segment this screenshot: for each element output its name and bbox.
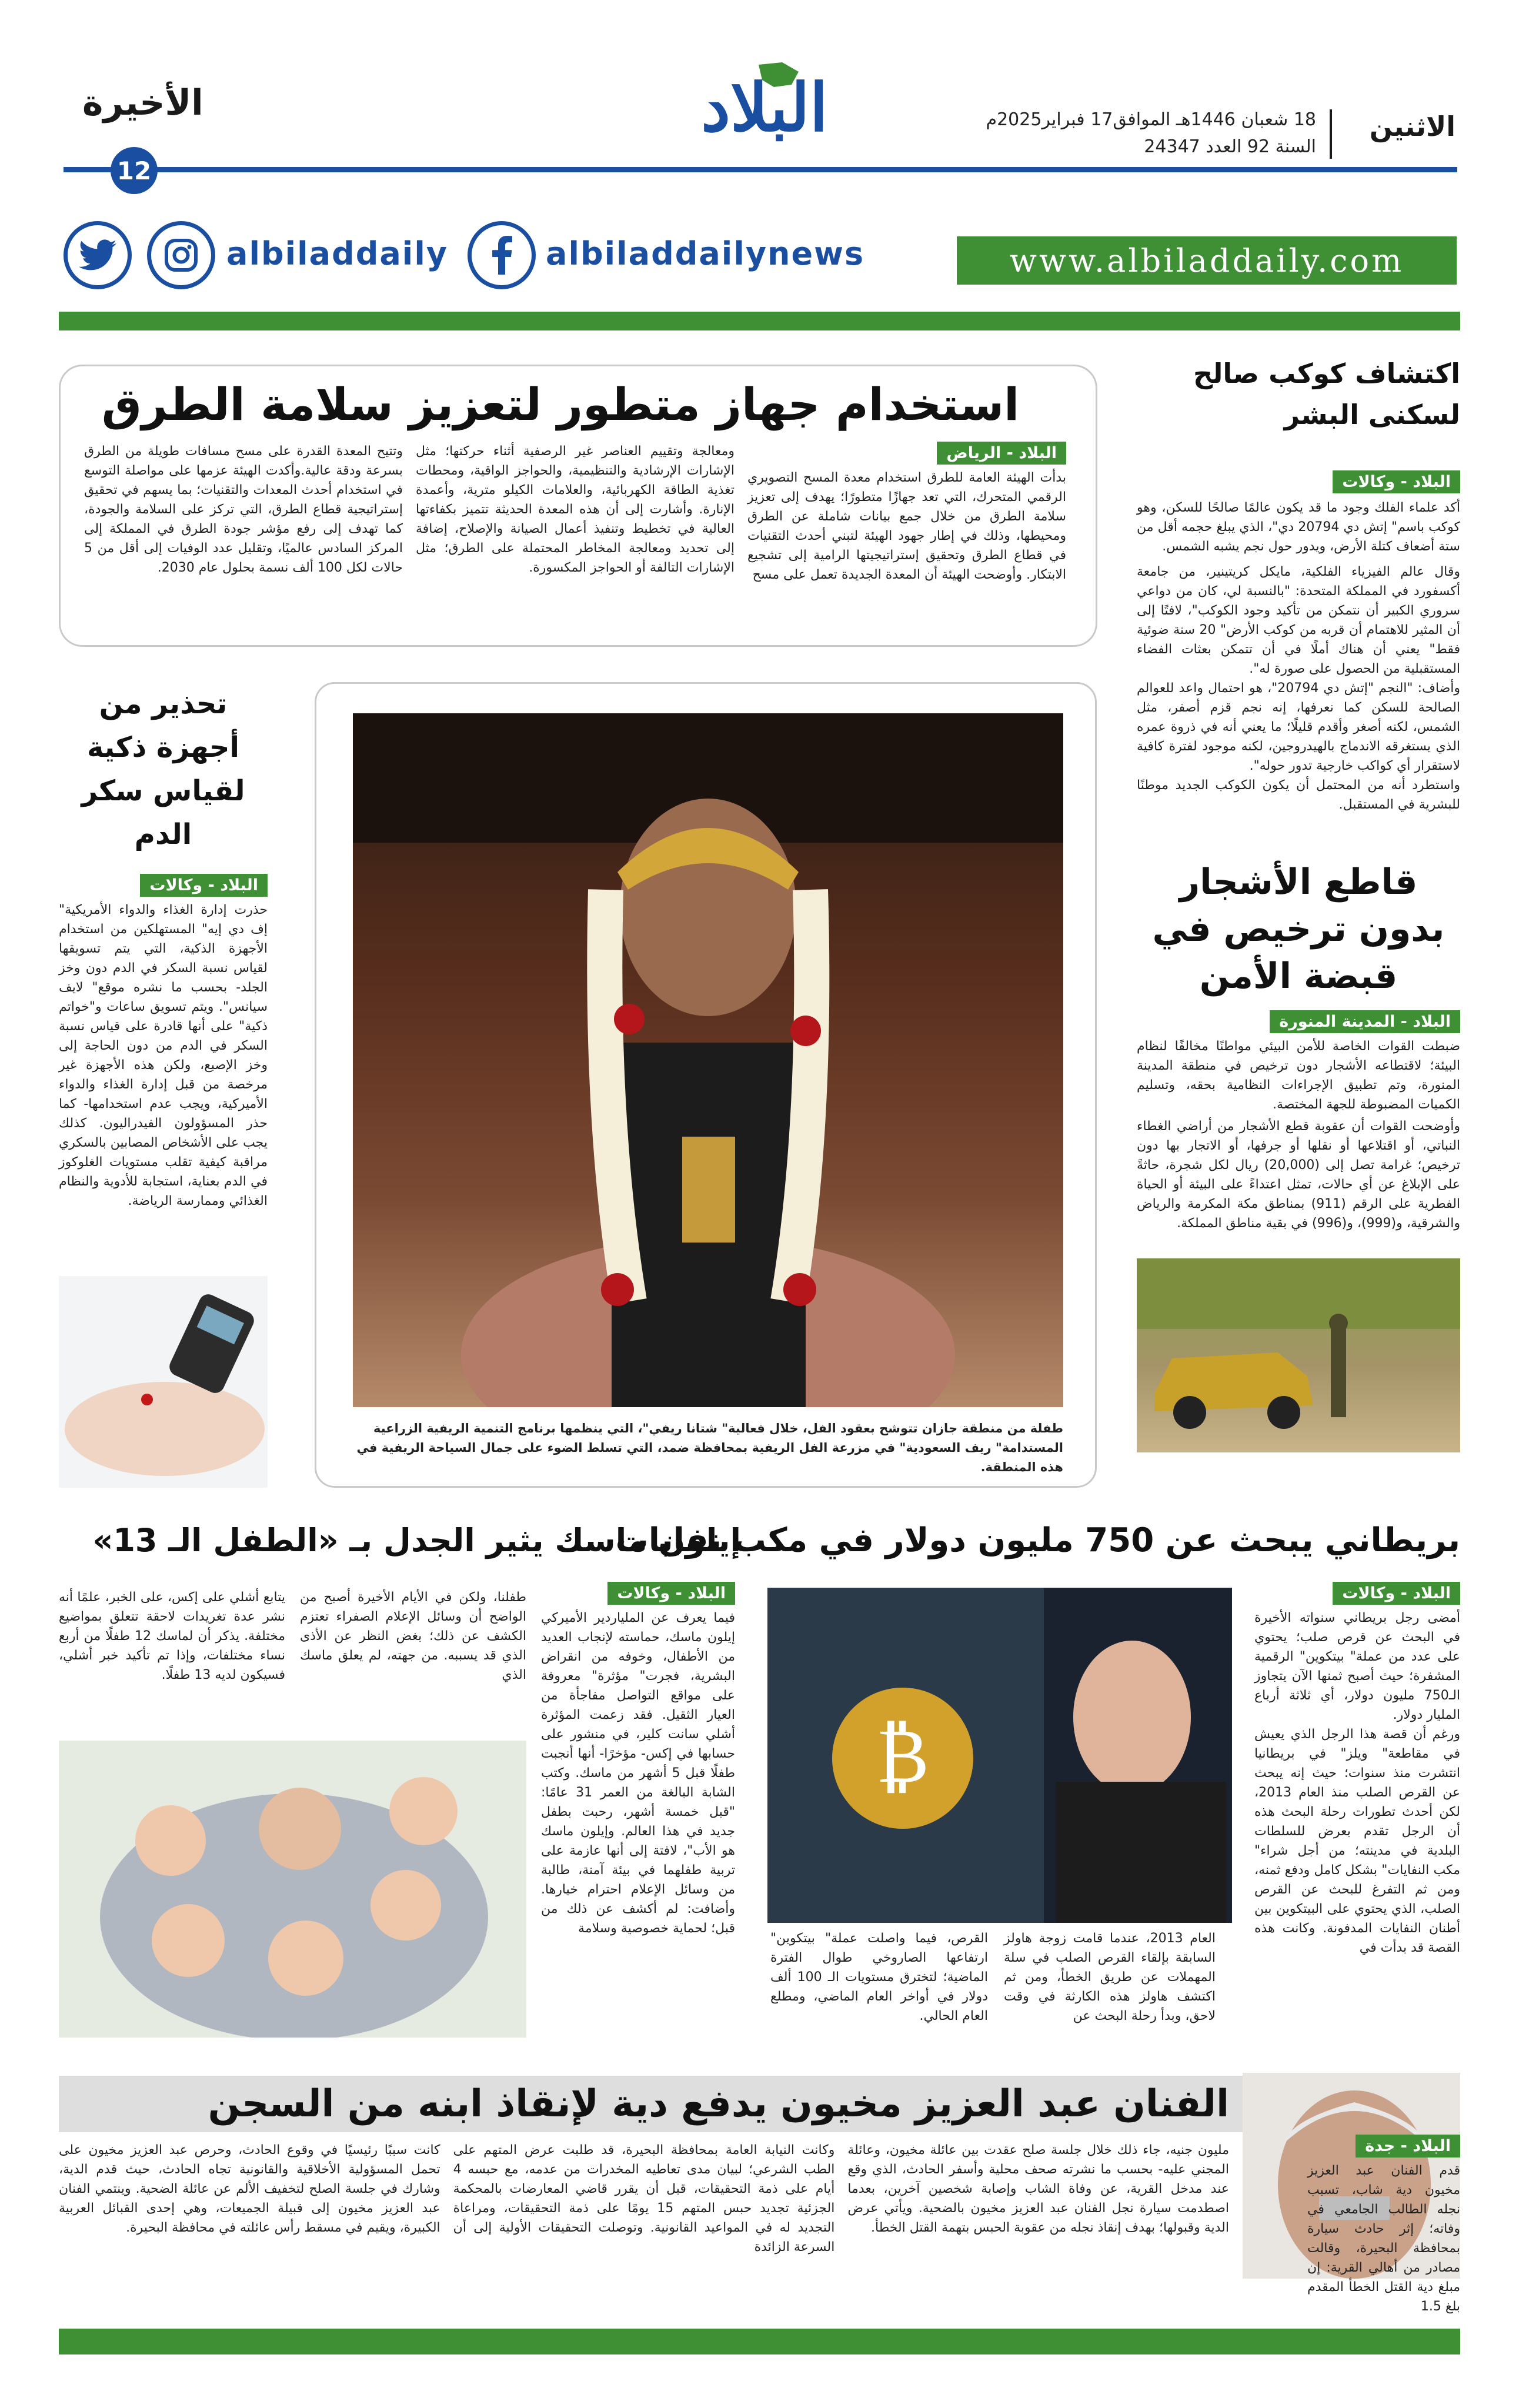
- top-rule: [64, 167, 1457, 172]
- green-rule-bottom: [59, 2329, 1460, 2354]
- musk-family-illustration: [59, 1741, 526, 2038]
- musk-col-2: [300, 1588, 526, 1685]
- masthead-day: الاثنين: [1369, 111, 1455, 142]
- planet-paragraph: أكد علماء الفلك وجود ما قد يكون عالمًا صالحًا للسكن، وهو كوكب باسم" إتش دي 20794 دي"، الذي يبلغ حجمه أقل من ستة أضعاف كتلة الأرض، ويدور حول نجم يشبه الشمس.: [1137, 500, 1460, 554]
- roads-col-3: وتتيح المعدة القدرة على مسح مسافات طويلة من الطرق بسرعة ودقة عالية.وأكدت الهيئة عزمها على مواصلة التوسع في استخدام أحدث المعدات والتقنيات؛ بما يسهم في تحقيق إستراتيجية قطاع الطرق، التي تركز على السلامة والجودة، كما تهدف إلى رفع مؤشر جودة الطرق في المملكة إلى المركز السادس عالميًا، وتقليل عدد الوفيات إلى أقل من 5 حالات لكل 100 ألف نسمة بحلول عام 2030.: [84, 444, 403, 575]
- trees-headline: قاطع الأشجار بدون ترخيص في قبضة الأمن: [1152, 861, 1445, 997]
- planet-paragraph: واستطرد أنه من المحتمل أن يكون الكوكب الجديد موطنًا للبشرية في المستقبل.: [1137, 778, 1460, 812]
- musk-family-photo: [59, 1741, 526, 2038]
- artist-col-3-text: وكانت النيابة العامة بمحافظة البحيرة، قد طلبت عرض المتهم على الطب الشرعي؛ لبيان مدى تعاطيه المخدرات من عدمه، مع حبسه 4 أيام على ذمة التحقيقات، قبل أن يقرر قاضي المعارضات بالمحكمة الجزئية تجديد حبس المتهم 15 يومًا على ذمة التحقيقات، ومراعاة التجديد له في المواعيد القانونية. وتوصلت التحقيقات الأولية إلى أن السرعة الزائدة: [453, 2143, 835, 2255]
- bitcoin-source-tag: البلاد - وكالات: [1333, 1582, 1460, 1605]
- planet-source-tag: البلاد - وكالات: [1333, 470, 1460, 493]
- trees-paragraph: وأوضحت القوات أن عقوبة قطع الأشجار من أراضي الغطاء النباتي، أو اقتلاعها أو نقلها أو جرفها، أو الاتجار بها دون ترخيص؛ غرامة تصل إلى (20,000) ريال لكل شجرة، حاثةً على الإبلاغ عن أي حالات، تمثل اعتداءً على البيئة أو الحياة الفطرية على الرقم (911) بمناطق مكة المكرمة والرياض والشرقية، و(999)، و(996) في بقية مناطق المملكة.: [1137, 1119, 1460, 1231]
- masthead: [0, 0, 1519, 194]
- artist-columns: [59, 2140, 1229, 2257]
- glucose-body: حذرت إدارة الغذاء والدواء الأمريكية" إف دي إيه" المستهلكين من استخدام الأجهزة الذكية، التي يتم تسويقها لقياس نسبة السكر في الدم دون وخز الجلد- بحسب ما نشره موقع" لايف سيانس". ويتم تسويق ساعات و"خواتم ذكية" على أنها قادرة على قياس نسبة السكر في الدم من دون الحاجة إلى وخز الإصبع، ولكن هذه الأجهزة غير مرخصة من قبل إدارة الغذاء والدواء الأميركية، ويجب عدم استخدامها- كما حذر المسؤولون الفيدراليون. كذلك يجب على الأشخاص المصابين بالسكري مراقبة كيفية تقلب مستويات الغلوكوز في الدم بعناية، استجابة للأدوية والنظام الغذائي وممارسة الرياضة.: [59, 903, 268, 1208]
- masthead-date: 18 شعبان 1446هـ الموافق17 فبراير2025م: [986, 109, 1316, 130]
- planet-headline: اكتشاف كوكب صالح لسكنى البشر: [1193, 358, 1460, 430]
- bitcoin-paragraph: أمضى رجل بريطاني سنواته الأخيرة في البحث عن قرص صلب؛ يحتوي على عدد من عملة" بيتكوين" الرقمية المشفرة؛ حيث أصبح ثمنها الآن يتجاوز الـ750 مليون دولار، أي ثلاثة أرباع المليار دولار.: [1254, 1611, 1460, 1722]
- trees-article: [1137, 859, 1460, 1233]
- facebook-handle[interactable]: albiladdailynews: [546, 235, 865, 272]
- bitcoin-col-2: [1004, 1929, 1216, 2026]
- artist-col-1: [1254, 2135, 1460, 2316]
- security-patrol-photo: [1137, 1258, 1460, 1452]
- musk-col-1: [541, 1582, 735, 1938]
- musk-source-tag: البلاد - وكالات: [607, 1582, 735, 1605]
- trees-paragraph: ضبطت القوات الخاصة للأمن البيئي مواطنًا مخالفًا لنظام البيئة؛ لاقتطاعه الأشجار دون ترخيص في منطقة المدينة المنورة، وتم تطبيق الإجراءات النظامية بحقه، وتسليم الكميات المضبوطة للجهة المختصة.: [1137, 1039, 1460, 1112]
- social-bar: [0, 218, 1519, 312]
- planet-paragraph: وأضاف: "النجم "إتش دي 20794"، هو احتمال واعد للعوالم الصالحة للسكن كما نعرفها، إنه نجم قزم أصفر، مثل الشمس، لكنه أصغر وأقدم قليلًا؛ ما يعني أنه في ذروة عمره الذي يستغرقه الاندماج بالهيدروجين، لكنه موجود لفترة كافية لاستقرار أي كواكب خارجية تدور حوله".: [1137, 681, 1460, 773]
- bitcoin-illustration: [767, 1588, 1232, 1923]
- bitcoin-col-2-text: العام 2013، عندما قامت زوجة هاولز السابقة بإلقاء القرص الصلب في سلة المهملات عن طريق الخطأ، ومن ثم اكتشف هاولز هذه الكارثة في وقت لاحق، وبدأ رحلة البحث عن: [1004, 1931, 1216, 2023]
- girl-with-jasmine-photo: [353, 713, 1063, 1407]
- page-number-badge: [111, 147, 158, 194]
- logo-text: البلاد: [701, 69, 828, 146]
- instagram-icon[interactable]: [147, 221, 215, 289]
- facebook-icon[interactable]: [468, 221, 536, 289]
- patrol-illustration: [1137, 1258, 1460, 1452]
- masthead-divider: [1330, 109, 1332, 159]
- trees-source-tag: البلاد - المدينة المنورة: [1270, 1010, 1460, 1033]
- glucose-meter-illustration: [59, 1276, 268, 1488]
- planet-paragraph: وقال عالم الفيزياء الفلكية، مايكل كريتينير، من جامعة أكسفورد في المملكة المتحدة: "بالنسبة لي، كان من دواعي سروري الكبير أن نتمكن من تأكيد وجود الكوكب"، لافتًا إلى أن المثير للاهتمام أن قربه من كوكب الأرض" 20 سنة ضوئية فقط" يعني أن هناك أملًا في أن تتمكن بعثات الفضاء المستقبلية من الحصول على صورة له".: [1137, 565, 1460, 676]
- roads-columns: [84, 442, 1066, 636]
- musk-headline: إيلون ماسك يثير الجدل بـ «الطفل الـ 13»: [92, 1522, 741, 1559]
- green-rule-top: [59, 312, 1460, 330]
- roads-headline: استخدام جهاز متطور لتعزيز سلامة الطرق: [101, 378, 1020, 430]
- bitcoin-paragraph: ورغم أن قصة هذا الرجل الذي يعيش في مقاطعة" ويلز" في بريطانيا انتشرت منذ سنوات؛ حيث إنه يبحث عن القرص الصلب منذ العام 2013، لكن أحدث تطورات رحلة البحث هذه أن الرجل تقدم بعرض للسلطات البلدية في مدينته؛ من أجل شراء" مكب النفايات" بشكل كامل ودفع ثمنه، ومن ثم التفرغ للبحث عن القرص الصلب، الذي يحتوي على البيتكوين بين أطنان النفايات المدفونة. وكانت هذه القصة قد بدأت في: [1254, 1727, 1460, 1955]
- roads-source-tag: البلاد - الرياض: [937, 442, 1066, 465]
- artist-headline: الفنان عبد العزيز مخيون يدفع دية لإنقاذ ابنه من السجن: [208, 2082, 1229, 2126]
- main-photo-caption: طفلة من منطقة جازان تتوشح بعقود الفل، خلال فعالية" شتانا ريفي"، التي ينظمها برنامج التنمية الريفية الزراعية المستدامة" ريف السعودية" في مزرعة الفل الريفية بمحافظة ضمد، التي تسلط الضوء على جمال السياحة الريفية في هذه المنطقة.: [356, 1421, 1063, 1474]
- main-photo-frame: [315, 682, 1097, 1488]
- roads-col-2: ومعالجة وتقييم العناصر غير الرصفية أثناء حركتها؛ مثل الإشارات الإرشادية والتنظيمية، والحواجز الواقية، ومحطات تغذية الطاقة الكهربائية، والعلامات الكيلو مترية، وأعمدة الإنارة. وأشارت إلى أن هذه المعدة الحديثة تتميز بكفاءتها العالية في تخطيط وتنفيذ أعمال الصيانة والإصلاح، إضافة إلى تحديد ومعالجة المخاطر المحتملة على الطرق؛ مثل الإشارات التالفة أو الحواجز المكسورة.: [416, 444, 735, 575]
- glucose-article: [59, 682, 268, 1211]
- section-name: الأخيرة: [82, 82, 203, 123]
- girl-illustration: [353, 713, 1063, 1407]
- bitcoin-man-photo: [767, 1588, 1232, 1923]
- roads-col-1: بدأت الهيئة العامة للطرق استخدام معدة المسح التصويري الرقمي المتحرك، التي تعد جهازًا متطورًا؛ يهدف إلى تعزيز سلامة الطرق من خلال جمع بيانات شاملة عن الطرق ومحيطها، وذلك في إطار جهود الهيئة لتبني أحدث التقنيات في قطاع الطرق وتحقيق إستراتيجيتها الرامية إلى تشجيع الابتكار. وأوضحت الهيئة أن المعدة الجديدة تعمل على مسح: [747, 470, 1066, 582]
- twitter-handle[interactable]: albiladdaily: [226, 235, 449, 272]
- svg-text:₿: ₿: [876, 1711, 929, 1800]
- masthead-issue: السنة 92 العدد 24347: [1144, 136, 1316, 157]
- bitcoin-col-3-text: القرص، فيما واصلت عملة" بيتكوين" ارتفاعها الصاروخي طوال الفترة الماضية؛ لتخترق مستويات الـ 100 ألف دولار في أواخر العام الماضي، ومطلع العام الحالي.: [770, 1931, 988, 2023]
- glucose-source-tag: البلاد - وكالات: [140, 874, 268, 897]
- bitcoin-col-1: [1254, 1582, 1460, 1958]
- artist-source-tag: البلاد - جدة: [1356, 2135, 1460, 2157]
- bitcoin-headline: بريطاني يبحث عن 750 مليون دولار في مكب نفايات: [615, 1521, 1460, 1559]
- bitcoin-col-3: [770, 1929, 988, 2026]
- website-url[interactable]: www.albiladdaily.com: [1009, 242, 1404, 279]
- glucose-headline: تحذير من أجهزة ذكية لقياس سكر الدم: [81, 687, 245, 851]
- musk-col-3: [59, 1588, 285, 1685]
- artist-col-4-text: كانت سببًا رئيسيًا في وقوع الحادث، وحرص عبد العزيز مخيون على تحمل المسؤولية الأخلاقية والقانونية تجاه الحادث، حيث قدم الدية، وشارك في جلسة الصلح لتخفيف الألم عن عائلة الضحية. وينتمي الفنان عبد العزيز مخيون إلى قبيلة الجميعات، وهي إحدى القبائل العربية الكبيرة، ويقيم في مسقط رأس عائلته في محافظة البحيرة.: [58, 2143, 440, 2235]
- musk-col-2-text: طفلنا، ولكن في الأيام الأخيرة أصبح من الواضح أن وسائل الإعلام الصفراء تعتزم الكشف عن ذلك؛ بغض النظر عن الأذى الذي قد يسببه. من جهته، لم يعلق ماسك الذي: [300, 1590, 526, 1682]
- roads-article: [59, 365, 1097, 647]
- page-number: 12: [116, 156, 152, 185]
- musk-col-1-text: فيما يعرف عن الملياردير الأميركي إيلون ماسك، حماسته لإنجاب العديد من الأطفال، وخوفه من انقراض البشرية، فجرت" مؤثرة" معروفة على مواقع التواصل مفاجأة من العيار الثقيل. فقد زعمت المؤثرة أشلي سانت كلير، في منشور على حسابها في إكس- مؤخرًا- أنها أنجبت طفلًا قبل 5 أشهر من ماسك. وكتب الشابة البالغة من العمر 31 عامًا: "قبل خمسة أشهر، رحبت بطفل جديد في هذا العالم. وإيلون ماسك هو الأب"، لافتة إلى أنها عازمة على تربية طفلهما في بيئة آمنة، طالبة من وسائل الإعلام احترام خيارها. وأضافت: لم أكشف عن ذلك من قبل؛ لحماية خصوصية وسلامة: [541, 1611, 735, 1936]
- twitter-icon[interactable]: [64, 221, 132, 289]
- musk-col-3-text: يتابع أشلي على إكس، على الخبر، علمًا أنه نشر عدة تغريدات لاحقة تتعلق بمواضيع مختلفة. يذكر أن لماسك 12 طفلًا من أربع نساء مختلفات، وإذا تم تأكيد خبر أشلي، فسيكون لديه 13 طفلًا.: [59, 1590, 285, 1682]
- website-banner[interactable]: [957, 236, 1457, 285]
- artist-col-1-text: قدم الفنان عبد العزيز مخيون دية شاب، تسبب نجله الطالب الجامعي في وفاته؛ إثر حادث سيارة بمحافظة البحيرة، وقالت مصادر من أهالي القرية: إن مبلغ دية القتل الخطأ المقدم بلغ 1.5: [1307, 2163, 1460, 2314]
- glucose-meter-photo: [59, 1276, 268, 1488]
- planet-article: [1137, 353, 1460, 814]
- artist-col-2-text: مليون جنيه، جاء ذلك خلال جلسة صلح عقدت بين عائلة مخيون، وعائلة المجني عليه- بحسب ما نشرته صحف محلية وأسفر الحادث، الذي وقع عند مدخل القرية، عن وفاة الشاب وإصابة شخصين آخرين، بعدما اصطدمت سيارة نجل الفنان عبد العزيز مخيون بالضحية. ويأتي عرض الدية وقبولها؛ بهدف إنقاذ نجله من عقوبة الحبس بتهمة القتل الخطأ.: [847, 2143, 1229, 2235]
- newspaper-logo: [659, 59, 870, 147]
